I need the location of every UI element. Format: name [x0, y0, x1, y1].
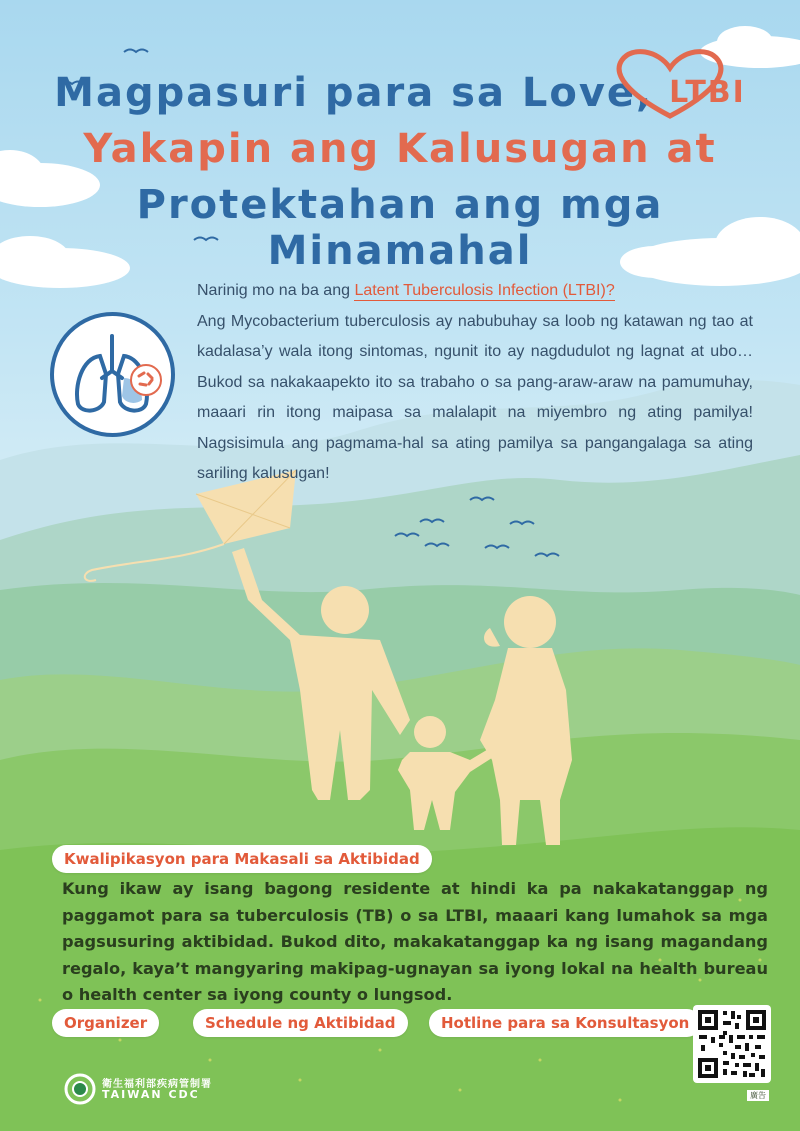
intro-paragraph	[197, 276, 753, 490]
title-line-3: Protektahan ang mga Minamahal	[136, 182, 664, 274]
cdc-name-english: TAIWAN CDC	[102, 1088, 200, 1101]
ltbi-badge-text: LTBI	[669, 75, 746, 110]
eligibility-title: Kwalipikasyon para Makasali sa Aktibidad	[52, 845, 432, 873]
intro-body: Ang Mycobacterium tuberculosis ay nabubuhay sa loob ng katawan ng tao at kadalasa’y wala itong sintomas, ngunit ito ay nagdudulot ng lagnat at ubo… Bukod sa nakakaapekto ito sa trabaho o sa pang-araw-araw na pamumuhay, maaari rin itong maipasa sa malalapit na miyembro ng ating pamilya! Nagsisimula ang pagmama-hal sa ating pamilya sa pangangalaga sa ating sariling kalusugan!	[197, 312, 753, 482]
ltbi-question: Latent Tuberculosis Infection (LTBI)?	[354, 282, 615, 299]
qr-code-graphic	[693, 1005, 771, 1083]
cdc-name-chinese: 衛生福利部疾病管制署	[102, 1079, 212, 1090]
ad-tag: 廣告	[747, 1090, 769, 1101]
schedule-button[interactable]: Schedule ng Aktibidad	[193, 1009, 408, 1037]
title-line-1-text: Magpasuri para sa Love,	[54, 70, 654, 116]
title-line-2: Yakapin ang Kalusugan at	[83, 126, 717, 172]
lungs-graphic	[54, 316, 171, 433]
eligibility-body: Kung ikaw ay isang bagong residente at hindi ka pa nakakatanggap ng paggamot para sa tuberculosis (TB) o sa LTBI, maaari kang lumahok sa mga pagsusuring aktibidad. Bukod dito, makakatanggap ka ng isang magandang regalo, kaya’t mangyaring makipag-ugnayan sa iyong lokal na health bureau o health center sa iyong county o lungsod.	[62, 879, 768, 1004]
taiwan-cdc-logo	[64, 1072, 96, 1106]
qr-code[interactable]	[693, 1005, 771, 1083]
intro-lead: Narinig mo na ba ang	[197, 282, 355, 299]
organizer-button[interactable]: Organizer	[52, 1009, 159, 1037]
lungs-icon	[50, 312, 175, 437]
hotline-button[interactable]: Hotline para sa Konsultasyon	[429, 1009, 701, 1037]
heart-icon	[608, 44, 732, 122]
